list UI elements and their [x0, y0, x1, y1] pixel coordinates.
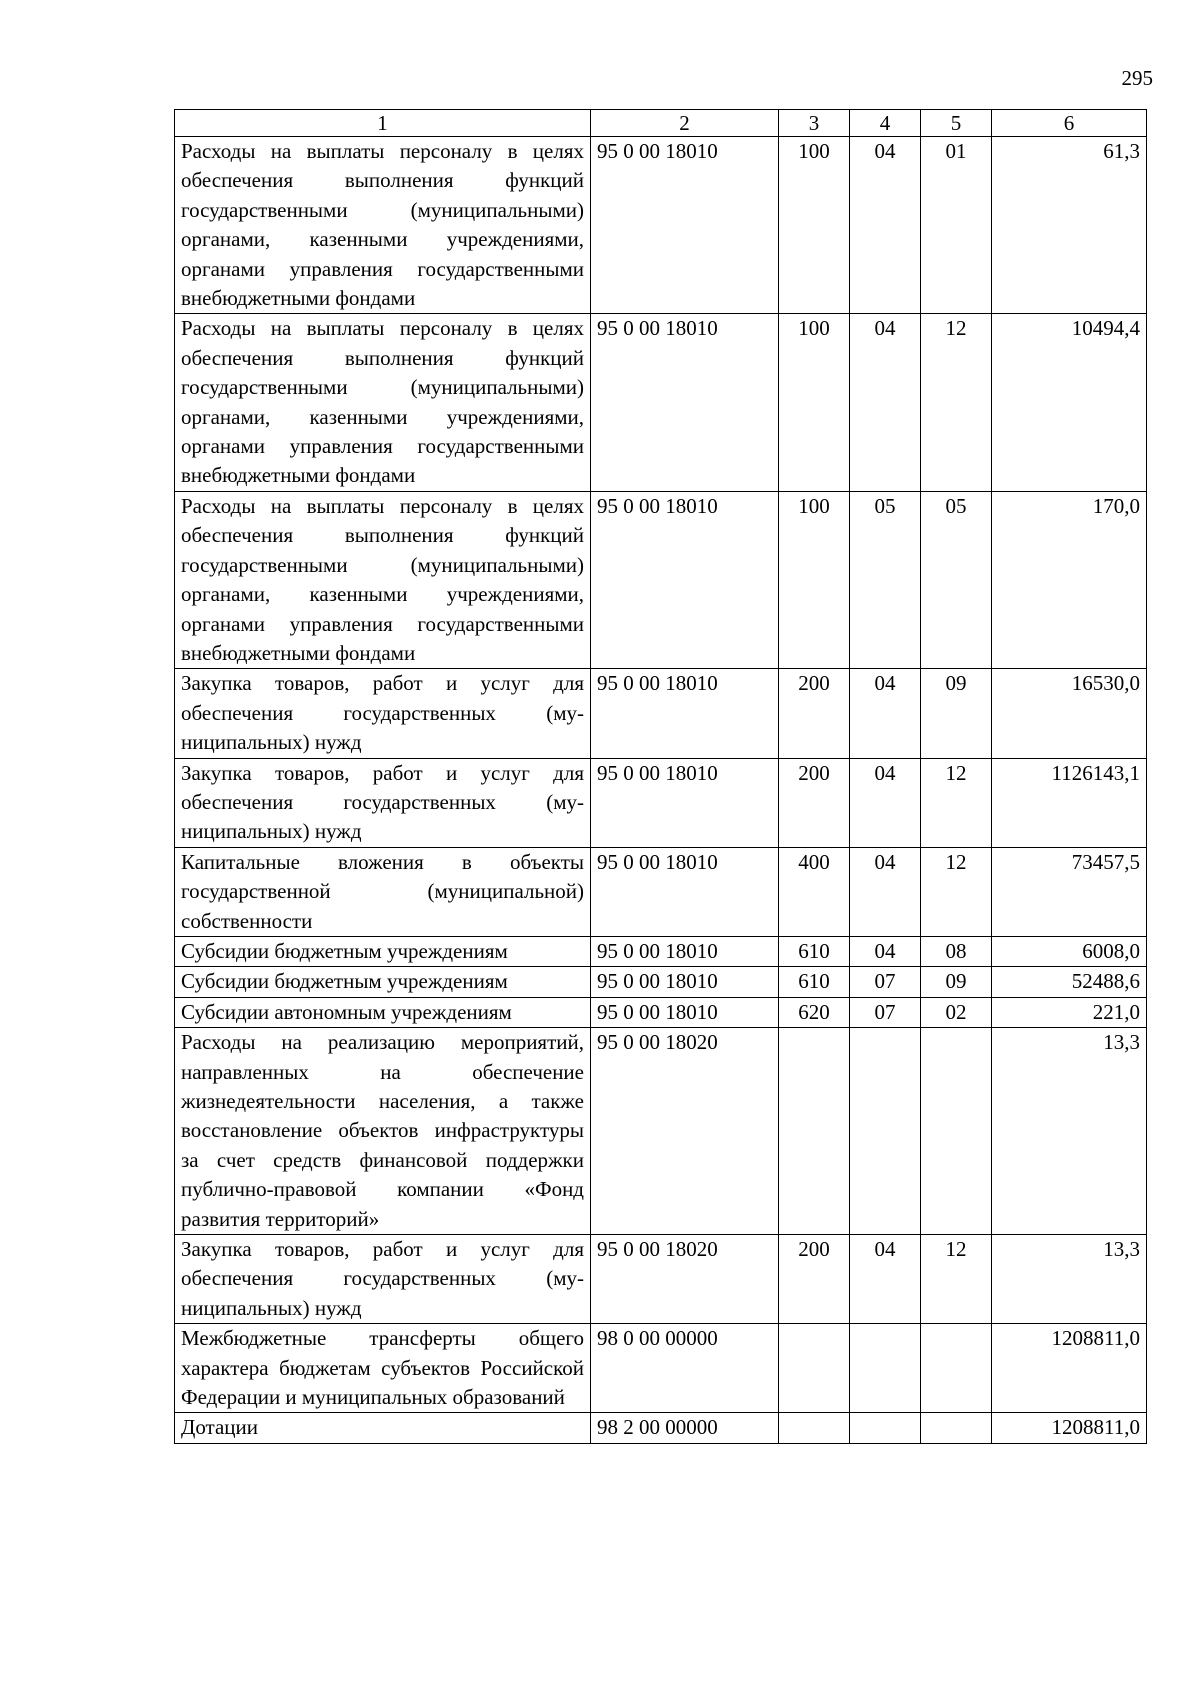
table-row	[175, 967, 1147, 997]
expense-type-code: 100	[779, 491, 850, 668]
section-code: 05	[850, 491, 921, 668]
section-code: 04	[850, 669, 921, 758]
amount: 170,0	[992, 491, 1147, 668]
subsection-code: 01	[921, 137, 992, 314]
amount: 6008,0	[992, 936, 1147, 966]
section-code: 07	[850, 967, 921, 997]
subsection-code: 12	[921, 1235, 992, 1324]
expense-name: Расходы на выплаты персоналу в целях обеспечения выполнения функций государственными (муниципальными) органами, казенными учреждениями, органами управления государственными внебюджетными фондами	[175, 314, 591, 491]
target-code: 95 0 00 18010	[591, 758, 779, 847]
section-code: 04	[850, 314, 921, 491]
subsection-code: 09	[921, 669, 992, 758]
target-code: 95 0 00 18020	[591, 1028, 779, 1235]
expense-type-code: 400	[779, 847, 850, 936]
table-row	[175, 491, 1147, 668]
target-code: 95 0 00 18010	[591, 847, 779, 936]
amount: 73457,5	[992, 847, 1147, 936]
column-header: 5	[921, 110, 992, 137]
expense-type-code	[779, 1028, 850, 1235]
expense-name: Межбюджетные трансферты общего характера бюджетам субъектов Российской Федерации и муниципальных образований	[175, 1324, 591, 1413]
expense-type-code: 100	[779, 137, 850, 314]
subsection-code: 08	[921, 936, 992, 966]
amount: 1208811,0	[992, 1324, 1147, 1413]
section-code	[850, 1413, 921, 1443]
section-code: 04	[850, 936, 921, 966]
target-code: 95 0 00 18010	[591, 314, 779, 491]
expense-name: Субсидии бюджетным учреждениям	[175, 967, 591, 997]
target-code: 98 2 00 00000	[591, 1413, 779, 1443]
expense-name: Дотации	[175, 1413, 591, 1443]
table-row	[175, 1413, 1147, 1443]
target-code: 98 0 00 00000	[591, 1324, 779, 1413]
target-code: 95 0 00 18010	[591, 967, 779, 997]
expense-name: Субсидии автономным учреждениям	[175, 997, 591, 1027]
target-code: 95 0 00 18010	[591, 669, 779, 758]
page-number: 295	[1121, 66, 1153, 90]
expense-type-code: 610	[779, 936, 850, 966]
subsection-code	[921, 1324, 992, 1413]
target-code: 95 0 00 18010	[591, 137, 779, 314]
column-header: 1	[175, 110, 591, 137]
expense-name: Субсидии бюджетным учреждениям	[175, 936, 591, 966]
subsection-code	[921, 1413, 992, 1443]
expense-type-code: 620	[779, 997, 850, 1027]
subsection-code: 12	[921, 758, 992, 847]
section-code: 07	[850, 997, 921, 1027]
expense-name: Капитальные вложения в объекты государственной (муниципальной) собственности	[175, 847, 591, 936]
section-code: 04	[850, 758, 921, 847]
amount: 16530,0	[992, 669, 1147, 758]
expense-type-code: 200	[779, 669, 850, 758]
subsection-code: 02	[921, 997, 992, 1027]
amount: 10494,4	[992, 314, 1147, 491]
subsection-code: 09	[921, 967, 992, 997]
table-row	[175, 1028, 1147, 1235]
section-code: 04	[850, 847, 921, 936]
table-row	[175, 758, 1147, 847]
target-code: 95 0 00 18020	[591, 1235, 779, 1324]
table-row	[175, 1324, 1147, 1413]
amount: 13,3	[992, 1235, 1147, 1324]
expense-type-code: 200	[779, 758, 850, 847]
expense-name: Закупка товаров, работ и услуг для обеспечения государственных (муниципальных) нужд	[175, 758, 591, 847]
header-row	[175, 110, 1147, 137]
subsection-code: 12	[921, 314, 992, 491]
subsection-code: 12	[921, 847, 992, 936]
expense-name: Закупка товаров, работ и услуг для обеспечения государственных (муниципальных) нужд	[175, 669, 591, 758]
table-row	[175, 669, 1147, 758]
amount: 61,3	[992, 137, 1147, 314]
table-row	[175, 1235, 1147, 1324]
table-row	[175, 137, 1147, 314]
expense-name: Закупка товаров, работ и услуг для обеспечения государственных (муниципальных) нужд	[175, 1235, 591, 1324]
amount: 13,3	[992, 1028, 1147, 1235]
amount: 221,0	[992, 997, 1147, 1027]
expense-type-code	[779, 1413, 850, 1443]
column-header: 2	[591, 110, 779, 137]
subsection-code	[921, 1028, 992, 1235]
table-row	[175, 314, 1147, 491]
amount: 1126143,1	[992, 758, 1147, 847]
expense-type-code: 100	[779, 314, 850, 491]
target-code: 95 0 00 18010	[591, 997, 779, 1027]
column-header: 4	[850, 110, 921, 137]
expense-type-code: 200	[779, 1235, 850, 1324]
budget-table	[174, 109, 1147, 1444]
table-row	[175, 936, 1147, 966]
section-code: 04	[850, 1235, 921, 1324]
expense-name: Расходы на реализацию мероприятий, направленных на обеспечение жизнедеятельности населения, а также восстановление объектов инфраструктуры за счет средств финансовой поддержки публично-правовой компании «Фонд развития территорий»	[175, 1028, 591, 1235]
table-row	[175, 997, 1147, 1027]
amount: 52488,6	[992, 967, 1147, 997]
target-code: 95 0 00 18010	[591, 936, 779, 966]
subsection-code: 05	[921, 491, 992, 668]
column-header: 6	[992, 110, 1147, 137]
expense-name: Расходы на выплаты персоналу в целях обеспечения выполнения функций государственными (муниципальными) органами, казенными учреждениями, органами управления государственными внебюджетными фондами	[175, 491, 591, 668]
amount: 1208811,0	[992, 1413, 1147, 1443]
table-row	[175, 847, 1147, 936]
section-code: 04	[850, 137, 921, 314]
expense-type-code	[779, 1324, 850, 1413]
expense-name: Расходы на выплаты персоналу в целях обеспечения выполнения функций государственными (муниципальными) органами, казенными учреждениями, органами управления государственными внебюджетными фондами	[175, 137, 591, 314]
section-code	[850, 1324, 921, 1413]
expense-type-code: 610	[779, 967, 850, 997]
section-code	[850, 1028, 921, 1235]
column-header: 3	[779, 110, 850, 137]
target-code: 95 0 00 18010	[591, 491, 779, 668]
